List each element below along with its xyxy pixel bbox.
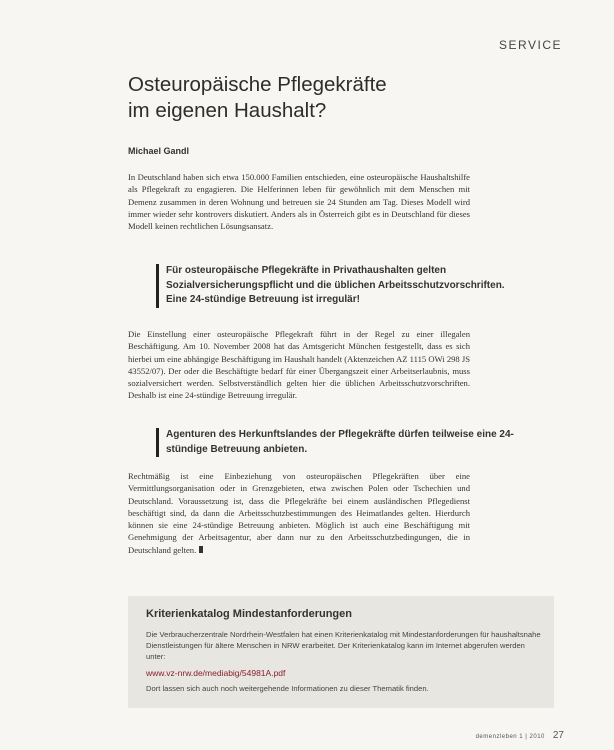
info-box-note: Dort lassen sich auch noch weitergehende Informationen zu dieser Thematik finden. <box>146 684 429 693</box>
article-title <box>128 72 548 124</box>
body-paragraph-1: In Deutschland haben sich etwa 150.000 Familien entschieden, eine osteuropäische Haushaltshilfe als Pflegekraft zu engagieren. Die Helferinnen leben für gewöhnlich mit dem Menschen mit Demenz zusammen in deren Wohnung und betreuen sie 24 Stunden am Tag. Dieses Modell wird immer wieder sehr kontrovers diskutiert. Anders als in Österreich gibt es in Deutschland für dieses Modell keinen rechtlichen Lösungsansatz. <box>128 172 470 232</box>
info-box-link[interactable]: www.vz-nrw.de/mediabig/54981A.pdf <box>146 668 286 678</box>
info-box-text: Die Verbraucherzentrale Nordrhein-Westfalen hat einen Kriterienkatalog mit Mindestanforderungen für haushaltsnahe Dienstleistungen für ältere Menschen in NRW erarbeitet. Der Kriterienkatalog kann im Internet abgerufen werden unter: <box>146 630 541 661</box>
end-of-article-mark <box>199 546 203 553</box>
info-box-title: Kriterienkatalog Mindestanforderungen <box>146 608 352 620</box>
body-paragraph-3 <box>128 470 470 556</box>
pull-quote-1: Für osteuropäische Pflegekräfte in Privathaushalten gelten Sozialversicherungspflicht und die üblichen Arbeitsschutzvorschriften. Eine 24-stündige Betreuung ist irregulär! <box>156 264 516 308</box>
publication-info: demenzleben 1 | 2010 <box>475 734 545 740</box>
section-label: SERVICE <box>499 38 562 52</box>
title-line-1: Osteuropäische Pflegekräfte <box>128 73 387 96</box>
page-number: 27 <box>552 730 564 741</box>
author-name: Michael Gandl <box>128 146 190 156</box>
title-line-2: im eigenen Haushalt? <box>128 99 327 122</box>
body-paragraph-3-text: Rechtmäßig ist eine Einbeziehung von osteuropäischen Pflegekräften über eine Vermittlungsorganisation oder in Grenzgebieten, etwa zwischen Polen oder Tschechien und Deutschland. Voraussetzung ist, dass die Pflegekräfte bei einem ausländischen Pflegedienst beschäftigt sind, da dann die Arbeitsschutzbestimmungen des Heimatlandes gelten. Hierdurch können sie eine 24-stündige Betreuung anbieten. Möglich ist auch eine Beschäftigung mit Genehmigung der Arbeitsagentur, aber dann nur zu den Arbeitsschutzbedingungen, die in Deutschland gelten. <box>128 471 470 555</box>
pull-quote-2: Agenturen des Herkunftslandes der Pflegekräfte dürfen teilweise eine 24-stündige Betreuung anbieten. <box>156 428 516 457</box>
body-paragraph-2: Die Einstellung einer osteuropäische Pflegekraft führt in der Regel zu einer illegalen Beschäftigung. Am 10. November 2008 hat das Amtsgericht München festgestellt, dass es sich hierbei um eine abhängige Beschäftigung im Haushalt handelt (Aktenzeichen AZ 1115 OWi 298 JS 43552/07). Der oder die Beschäftigte bedarf für einer Übergangszeit einer Arbeitserlaubnis, muss sozialversichert werden. Selbstverständlich gelten hier die üblichen Arbeitsschutzvorschriften. Deshalb ist eine 24-stündige Betreuung irregulär. <box>128 329 470 401</box>
page-footer <box>476 730 564 741</box>
info-box <box>128 596 554 708</box>
